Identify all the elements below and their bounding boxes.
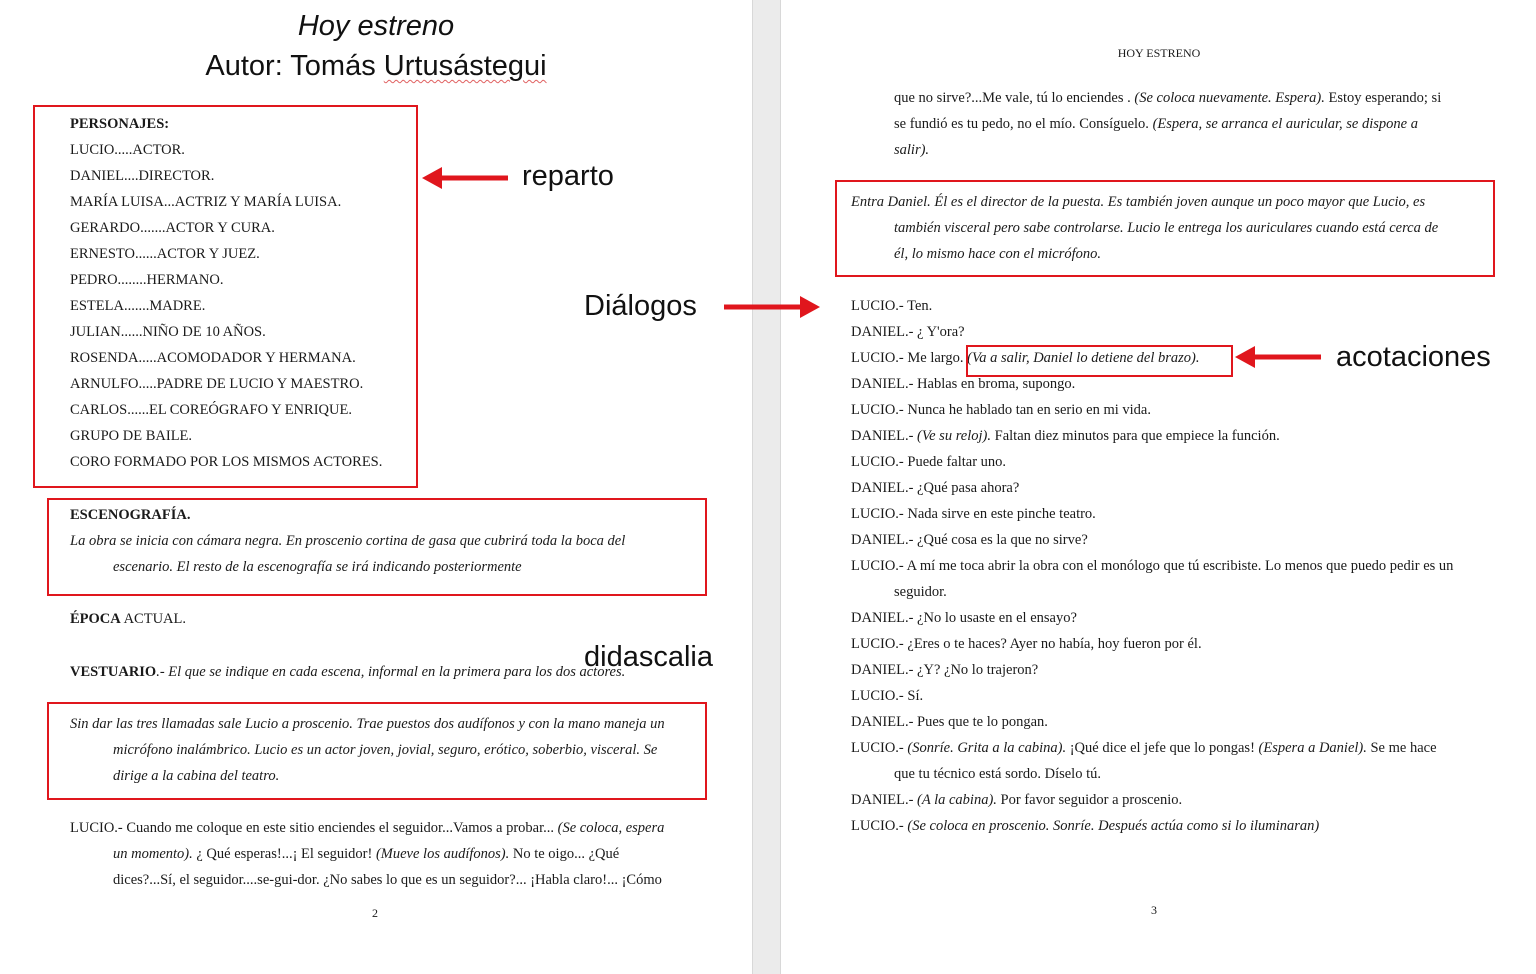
speaker-name: DANIEL.- bbox=[851, 428, 918, 444]
dialog-text: LUCIO.- Cuando me coloque en este sitio enciendes el seguidor...Vamos a probar... bbox=[70, 820, 558, 836]
didascalia-label: didascalia bbox=[584, 641, 713, 673]
stage-note: (Espera a Daniel). bbox=[1258, 740, 1367, 756]
dialogue-text: Faltan diez minutos para que empiece la función. bbox=[991, 428, 1280, 444]
acotaciones-label: acotaciones bbox=[1336, 341, 1491, 373]
dialogue-line bbox=[851, 475, 1019, 501]
dialogue-text: ¿Qué cosa es la que no sirve? bbox=[917, 532, 1088, 548]
dialog-note: (Se coloca, espera bbox=[557, 820, 665, 836]
cast-heading: PERSONAJES: bbox=[70, 116, 170, 132]
speaker-name: LUCIO.- bbox=[851, 402, 908, 418]
dialog-note: un momento). bbox=[113, 846, 193, 862]
speaker-name: LUCIO.- bbox=[851, 688, 908, 704]
dialogue-text: Puede faltar uno. bbox=[907, 454, 1007, 470]
epoch-label: ÉPOCA bbox=[70, 611, 121, 627]
stage-direction-line: dirige a la cabina del teatro. bbox=[113, 768, 280, 784]
dialogue-text: Sí. bbox=[907, 688, 924, 704]
reparto-label: reparto bbox=[522, 160, 614, 192]
dialog-note: salir). bbox=[894, 142, 930, 158]
dialogue-text: Me largo. bbox=[907, 350, 968, 366]
cast-member: ROSENDA.....ACOMODADOR Y HERMANA. bbox=[70, 350, 356, 366]
dialogue-text: ¡Qué dice el jefe que lo pongas! bbox=[1066, 740, 1259, 756]
dialog-line: dices?...Sí, el seguidor....se-gui-dor. ¿No sabes lo que es un seguidor?... ¡Habla claro!... ¡Cómo bbox=[113, 872, 662, 888]
running-head: HOY ESTRENO bbox=[1117, 46, 1201, 60]
dialog-line bbox=[894, 111, 1418, 137]
stage-note: (Sonríe. Grita a la cabina). bbox=[907, 740, 1067, 756]
dialog-text: ¿ Qué esperas!...¡ El seguidor! bbox=[192, 846, 376, 862]
dialogue-line bbox=[851, 735, 1437, 761]
speaker-name: LUCIO.- bbox=[851, 506, 908, 522]
speaker-name: DANIEL.- bbox=[851, 662, 918, 678]
dialogue-text: que tu técnico está sordo. Díselo tú. bbox=[894, 766, 1101, 782]
dialog-note: (Espera, se arranca el auricular, se dispone a bbox=[1152, 116, 1418, 132]
speaker-name: DANIEL.- bbox=[851, 324, 918, 340]
dialogue-line bbox=[894, 761, 1101, 787]
speaker-name: DANIEL.- bbox=[851, 532, 918, 548]
dialogue-line bbox=[851, 631, 1202, 657]
costume-label: VESTUARIO bbox=[70, 664, 157, 680]
dialog-line bbox=[113, 841, 619, 867]
acotaciones-arrow-icon bbox=[1233, 343, 1325, 371]
speaker-name: DANIEL.- bbox=[851, 610, 918, 626]
dialog-line bbox=[70, 815, 664, 841]
cast-member: LUCIO.....ACTOR. bbox=[70, 142, 185, 158]
dialogue-text: Por favor seguidor a proscenio. bbox=[996, 792, 1183, 808]
scenography-line: escenario. El resto de la escenografía se irá indicando posteriormente bbox=[113, 559, 522, 575]
acotacion-highlight-box bbox=[966, 345, 1233, 377]
dialog-text: No te oigo... ¿Qué bbox=[509, 846, 620, 862]
dialogue-line bbox=[851, 683, 923, 709]
speaker-name: DANIEL.- bbox=[851, 480, 918, 496]
costume-value: .- El que se indique en cada escena, informal en la primera para los dos actores. bbox=[156, 664, 626, 680]
dialogue-text: A mí me toca abrir la obra con el monólogo que tú escribiste. Lo menos que puedo pedir es un bbox=[906, 558, 1454, 574]
speaker-name: LUCIO.- bbox=[851, 350, 908, 366]
stage-direction-highlight-box bbox=[47, 702, 707, 800]
stage-direction-line: micrófono inalámbrico. Lucio es un actor joven, jovial, seguro, erótico, soberbio, visceral. Se bbox=[113, 742, 658, 758]
speaker-name: DANIEL.- bbox=[851, 714, 918, 730]
cast-member: GERARDO.......ACTOR Y CURA. bbox=[70, 220, 275, 236]
dialogue-text: Se me hace bbox=[1366, 740, 1437, 756]
speaker-name: LUCIO.- bbox=[851, 636, 908, 652]
dialogue-line bbox=[851, 605, 1077, 631]
speaker-name: LUCIO.- bbox=[851, 454, 908, 470]
cast-member: DANIEL....DIRECTOR. bbox=[70, 168, 215, 184]
dialogue-text: Hablas en broma, supongo. bbox=[917, 376, 1076, 392]
speaker-name: LUCIO.- bbox=[851, 740, 908, 756]
scenography-highlight-box bbox=[47, 498, 707, 596]
play-title: Hoy estreno bbox=[297, 10, 455, 42]
dialogue-text: seguidor. bbox=[894, 584, 947, 600]
cast-member: CORO FORMADO POR LOS MISMOS ACTORES. bbox=[70, 454, 383, 470]
speaker-name: DANIEL.- bbox=[851, 376, 918, 392]
entry-direction-line: él, lo mismo hace con el micrófono. bbox=[894, 246, 1101, 262]
right-page bbox=[780, 0, 1536, 974]
dialogue-text: ¿ Y'ora? bbox=[917, 324, 965, 340]
speaker-name: LUCIO.- bbox=[851, 298, 908, 314]
cast-member: CARLOS......EL COREÓGRAFO Y ENRIQUE. bbox=[70, 402, 352, 418]
dialogue-line bbox=[851, 553, 1453, 579]
cast-member: ESTELA.......MADRE. bbox=[70, 298, 206, 314]
dialog-text: que no sirve?...Me vale, tú lo enciendes . bbox=[894, 90, 1135, 106]
scenography-heading: ESCENOGRAFÍA. bbox=[70, 507, 191, 523]
left-page bbox=[0, 0, 753, 974]
speaker-name: DANIEL.- bbox=[851, 792, 918, 808]
stage-note: (Va a salir, Daniel lo detiene del brazo). bbox=[967, 350, 1200, 366]
speaker-name: LUCIO.- bbox=[851, 558, 907, 574]
dialogue-text: ¿Y? ¿No lo trajeron? bbox=[917, 662, 1039, 678]
cast-member: ARNULFO.....PADRE DE LUCIO Y MAESTRO. bbox=[70, 376, 364, 392]
dialogue-line bbox=[851, 787, 1182, 813]
dialogue-text: Nunca he hablado tan en serio en mi vida. bbox=[907, 402, 1151, 418]
dialogue-text: ¿No lo usaste en el ensayo? bbox=[917, 610, 1077, 626]
dialogos-arrow-icon bbox=[722, 293, 822, 321]
page-number: 2 bbox=[372, 906, 378, 920]
dialogue-text: ¿Qué pasa ahora? bbox=[917, 480, 1020, 496]
page-number: 3 bbox=[1151, 903, 1157, 917]
speaker-name: LUCIO.- bbox=[851, 818, 908, 834]
dialog-text: se fundió es tu pedo, no el mío. Consíguelo. bbox=[894, 116, 1153, 132]
cast-highlight-box bbox=[33, 105, 418, 488]
epoch-line bbox=[70, 606, 186, 632]
dialog-note: (Se coloca nuevamente. Espera). bbox=[1134, 90, 1325, 106]
dialogue-line bbox=[851, 813, 1319, 839]
dialog-line bbox=[894, 85, 1441, 111]
dialogue-line bbox=[851, 319, 965, 345]
stage-note: (A la cabina). bbox=[917, 792, 997, 808]
dialogue-line bbox=[851, 657, 1038, 683]
stage-note: (Ve su reloj). bbox=[917, 428, 992, 444]
reparto-arrow-icon bbox=[420, 164, 512, 192]
dialogue-line bbox=[851, 501, 1096, 527]
dialogue-line bbox=[851, 709, 1048, 735]
page-gutter bbox=[753, 0, 780, 974]
dialogue-line bbox=[851, 527, 1088, 553]
dialogos-label: Diálogos bbox=[584, 290, 697, 322]
cast-member: ERNESTO......ACTOR Y JUEZ. bbox=[70, 246, 260, 262]
dialogue-text: Nada sirve en este pinche teatro. bbox=[907, 506, 1096, 522]
author-surname: Urtusástegui bbox=[383, 50, 547, 82]
play-author bbox=[0, 50, 752, 83]
dialogue-text: ¿Eres o te haces? Ayer no había, hoy fueron por él. bbox=[907, 636, 1202, 652]
dialogue-line bbox=[851, 449, 1006, 475]
scenography-line: La obra se inicia con cámara negra. En proscenio cortina de gasa que cubrirá toda la boca del bbox=[70, 533, 626, 549]
stage-direction-line: Sin dar las tres llamadas sale Lucio a proscenio. Trae puestos dos audífonos y con la mano maneja un bbox=[70, 716, 665, 732]
epoch-value: ACTUAL. bbox=[120, 611, 186, 627]
cast-member: MARÍA LUISA...ACTRIZ Y MARÍA LUISA. bbox=[70, 194, 342, 210]
entry-highlight-box bbox=[835, 180, 1495, 277]
stage-note: (Se coloca en proscenio. Sonríe. Después actúa como si lo iluminaran) bbox=[907, 818, 1320, 834]
cast-member: JULIAN......NIÑO DE 10 AÑOS. bbox=[70, 324, 266, 340]
cast-member: GRUPO DE BAILE. bbox=[70, 428, 193, 444]
entry-direction-line: también visceral pero sabe controlarse. Lucio le entrega los auriculares cuando está cerca de bbox=[894, 220, 1439, 236]
dialogue-text: Ten. bbox=[907, 298, 933, 314]
costume-line bbox=[70, 659, 625, 685]
dialogue-text: Pues que te lo pongan. bbox=[917, 714, 1048, 730]
dialogue-line bbox=[851, 397, 1151, 423]
cast-member: PEDRO........HERMANO. bbox=[70, 272, 224, 288]
dialogue-line bbox=[851, 293, 932, 319]
dialog-note: (Mueve los audífonos). bbox=[375, 846, 510, 862]
entry-direction-line: Entra Daniel. Él es el director de la puesta. Es también joven aunque un poco mayor que Lucio, es bbox=[851, 194, 1426, 210]
dialogue-line bbox=[894, 579, 947, 605]
author-prefix: Autor: Tomás bbox=[205, 50, 384, 82]
dialog-text: Estoy esperando; si bbox=[1324, 90, 1442, 106]
dialogue-line bbox=[851, 423, 1280, 449]
